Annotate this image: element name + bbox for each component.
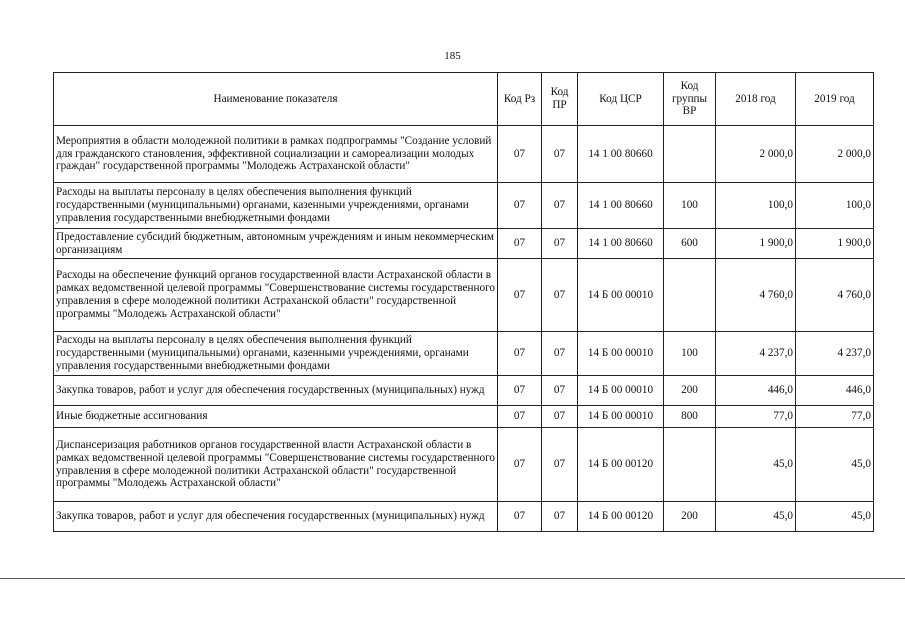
row-code-pr: 07 (542, 428, 578, 502)
row-code-vr: 600 (664, 229, 716, 259)
row-name: Расходы на выплаты персоналу в целях обеспечения выполнения функций государственными (муниципальными) органами, казенными учреждениями, органами управления государственными внебюджетными фондами (54, 332, 498, 376)
row-code-rz: 07 (498, 183, 542, 229)
row-code-pr: 07 (542, 376, 578, 406)
row-code-vr: 100 (664, 332, 716, 376)
row-value-2018: 100,0 (716, 183, 796, 229)
row-value-2018: 4 760,0 (716, 259, 796, 332)
header-year-2019: 2019 год (796, 73, 874, 126)
row-value-2018: 446,0 (716, 376, 796, 406)
row-code-vr: 800 (664, 406, 716, 428)
row-value-2019: 2 000,0 (796, 126, 874, 183)
row-value-2019: 45,0 (796, 502, 874, 532)
row-code-pr: 07 (542, 126, 578, 183)
row-name: Закупка товаров, работ и услуг для обеспечения государственных (муниципальных) нужд (54, 502, 498, 532)
row-value-2019: 1 900,0 (796, 229, 874, 259)
row-value-2018: 2 000,0 (716, 126, 796, 183)
row-code-pr: 07 (542, 229, 578, 259)
header-code-pr: Код ПР (542, 73, 578, 126)
row-name: Расходы на выплаты персоналу в целях обеспечения выполнения функций государственными (муниципальными) органами, казенными учреждениями, органами управления государственными внебюджетными фондами (54, 183, 498, 229)
row-code-vr (664, 259, 716, 332)
row-value-2019: 77,0 (796, 406, 874, 428)
row-code-csr: 14 1 00 80660 (578, 126, 664, 183)
header-code-rz: Код Рз (498, 73, 542, 126)
row-code-csr: 14 Б 00 00010 (578, 332, 664, 376)
row-value-2018: 45,0 (716, 428, 796, 502)
table-row (54, 229, 874, 259)
row-code-vr: 200 (664, 502, 716, 532)
row-value-2019: 4 237,0 (796, 332, 874, 376)
row-code-rz: 07 (498, 259, 542, 332)
row-name: Расходы на обеспечение функций органов государственной власти Астраханской области в рамках ведомственной целевой программы "Совершенствование системы государственного управления в сфере молодежной политики Астраханской области" государственной программы "Молодежь Астраханской области" (54, 259, 498, 332)
row-code-csr: 14 Б 00 00010 (578, 406, 664, 428)
row-code-pr: 07 (542, 502, 578, 532)
row-value-2019: 446,0 (796, 376, 874, 406)
row-code-rz: 07 (498, 406, 542, 428)
row-code-rz: 07 (498, 229, 542, 259)
row-code-vr (664, 126, 716, 183)
table-header-row (54, 73, 874, 126)
table-row (54, 259, 874, 332)
row-code-rz: 07 (498, 502, 542, 532)
row-code-csr: 14 Б 00 00010 (578, 259, 664, 332)
header-indicator-name: Наименование показателя (54, 73, 498, 126)
row-name: Иные бюджетные ассигнования (54, 406, 498, 428)
row-code-rz: 07 (498, 126, 542, 183)
row-code-pr: 07 (542, 406, 578, 428)
row-code-vr: 200 (664, 376, 716, 406)
page-number: 185 (444, 50, 461, 62)
row-value-2019: 100,0 (796, 183, 874, 229)
row-value-2018: 45,0 (716, 502, 796, 532)
page-bottom-divider (0, 578, 905, 579)
row-name: Мероприятия в области молодежной политики в рамках подпрограммы "Создание условий для гражданского становления, эффективной социализации и самореализации молодых граждан" государственной программы "Молодежь Астраханской области" (54, 126, 498, 183)
table-row (54, 332, 874, 376)
row-name: Предоставление субсидий бюджетным, автономным учреждениям и иным некоммерческим организациям (54, 229, 498, 259)
table-row (54, 126, 874, 183)
row-code-rz: 07 (498, 376, 542, 406)
row-code-pr: 07 (542, 183, 578, 229)
row-code-csr: 14 Б 00 00120 (578, 428, 664, 502)
row-code-csr: 14 1 00 80660 (578, 183, 664, 229)
row-code-vr: 100 (664, 183, 716, 229)
row-value-2018: 1 900,0 (716, 229, 796, 259)
row-code-rz: 07 (498, 428, 542, 502)
table-row (54, 376, 874, 406)
row-value-2019: 4 760,0 (796, 259, 874, 332)
row-value-2018: 4 237,0 (716, 332, 796, 376)
row-code-rz: 07 (498, 332, 542, 376)
row-code-csr: 14 Б 00 00010 (578, 376, 664, 406)
row-name: Диспансеризация работников органов государственной власти Астраханской области в рамках ведомственной целевой программы "Совершенствование системы государственного управления в сфере молодежной политики Астраханской области" государственной программы "Молодежь Астраханской области" (54, 428, 498, 502)
row-code-pr: 07 (542, 259, 578, 332)
row-name: Закупка товаров, работ и услуг для обеспечения государственных (муниципальных) нужд (54, 376, 498, 406)
row-value-2019: 45,0 (796, 428, 874, 502)
row-code-vr (664, 428, 716, 502)
table-row (54, 428, 874, 502)
row-code-pr: 07 (542, 332, 578, 376)
budget-table (53, 72, 874, 532)
row-code-csr: 14 Б 00 00120 (578, 502, 664, 532)
table-row (54, 502, 874, 532)
row-code-csr: 14 1 00 80660 (578, 229, 664, 259)
table-row (54, 406, 874, 428)
row-value-2018: 77,0 (716, 406, 796, 428)
header-code-csr: Код ЦСР (578, 73, 664, 126)
table-row (54, 183, 874, 229)
header-year-2018: 2018 год (716, 73, 796, 126)
header-code-vr: Код группы ВР (664, 73, 716, 126)
